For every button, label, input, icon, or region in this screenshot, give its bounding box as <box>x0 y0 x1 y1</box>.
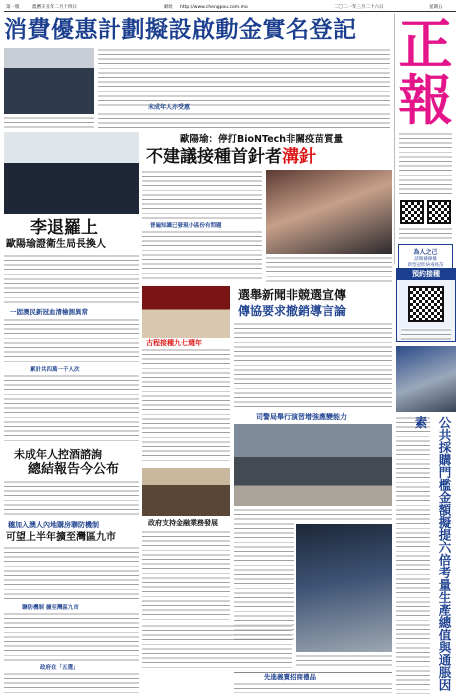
gov-box-heading: 政府支持金融業務發展 <box>148 519 218 527</box>
weekday: 星期五 <box>429 5 443 10</box>
photo-event <box>142 286 230 338</box>
qr-code-icon <box>400 200 424 224</box>
section-minor-heading: 未成年人亦受惠 <box>148 104 191 111</box>
side-story-headline: 公共採購門檻金額擬提六倍考量生產總值與通脹因素 <box>413 416 452 691</box>
photo-vaccine <box>266 170 392 254</box>
masthead <box>394 12 456 268</box>
photo-lab <box>296 524 392 652</box>
gov-body <box>142 530 230 620</box>
elect-headline: 選舉新聞非競選宣傳 <box>238 288 347 302</box>
youth-body <box>4 480 139 516</box>
top-banner <box>4 14 392 46</box>
ad-title: 為人之己 <box>413 249 438 256</box>
vaccine-body <box>142 170 262 220</box>
code-kicker: 穗加入澳人內地購房聯防機制 <box>8 521 99 529</box>
drill-caption <box>234 508 392 520</box>
photo-drill <box>234 424 392 506</box>
lunar-date: 農曆辛丑年二月十四日 <box>32 5 77 10</box>
vaccine-body-2 <box>142 230 262 282</box>
li-body-2 <box>4 374 139 444</box>
masthead-name-bottom: 報 <box>398 68 453 132</box>
vaccine-headline-accent: 溝針 <box>282 147 316 167</box>
li-body <box>4 254 139 306</box>
appointment-caption <box>401 328 451 340</box>
photo-consumption <box>4 48 94 114</box>
lists-box <box>234 672 392 694</box>
qr-code-icon <box>427 200 451 224</box>
side-story-body <box>396 416 430 694</box>
gov-body-2 <box>142 624 292 668</box>
vaccine-headline-main: 不建議接種首針者 <box>146 147 282 167</box>
lists-body <box>234 682 392 693</box>
section-five: 政府在「五選」 <box>40 665 79 671</box>
ad-vaccine-box <box>398 244 453 271</box>
event-body <box>142 348 230 464</box>
ad-sub2: 新型冠狀病毒疫苗 <box>407 263 444 268</box>
top-story-body <box>98 48 390 106</box>
top-story-body-2 <box>98 112 390 130</box>
top-headline: 消費優惠計劃擬設啟動金實名登記 <box>4 17 357 43</box>
code-body-2 <box>4 612 139 662</box>
event-label: 古程接種九七週年 <box>146 339 202 347</box>
vaccine-photo-caption <box>266 256 392 282</box>
vaccine-headline <box>146 146 316 168</box>
youth-headline: 未成年人控酒諮詢 <box>14 448 102 461</box>
li-headline: 李退羅上 <box>30 218 98 238</box>
elect-sub: 傳協要求撤銷導言論 <box>238 304 347 318</box>
photo-gov <box>142 468 230 516</box>
side-photo <box>396 346 456 412</box>
vaccine-kicker: 歐陽瑜：停打BioNTech非關疫苗質量 <box>180 134 344 145</box>
page-number: 第一版 <box>6 5 20 10</box>
elect-body <box>234 322 392 410</box>
code-headline: 可望上半年擴至灣區九市 <box>6 532 116 543</box>
website: http://www.chengpou.com.mo <box>180 5 248 10</box>
issue-date: 二〇二一年三月二十六日 <box>334 5 384 10</box>
ad-sub1: 請開禱操播 <box>414 257 437 262</box>
website-label: 網址 <box>164 5 173 10</box>
drill-label: 司警局舉行演習增強應變能力 <box>256 413 347 421</box>
masthead-name-top: 正 <box>398 12 453 76</box>
lab-caption <box>296 654 392 668</box>
code-body-3 <box>4 672 139 694</box>
masthead-info <box>399 132 452 196</box>
li-sub: 歐陽瑜證衛生局長換人 <box>6 239 106 250</box>
appointment-ad <box>396 268 456 342</box>
appointment-title: 預約接種 <box>397 269 455 280</box>
photo-caption-1 <box>4 116 94 128</box>
section-counter: 累計共四萬一千人次 <box>30 367 80 373</box>
side-story <box>396 416 456 694</box>
lists-heading: 先進義賣招商禮品 <box>264 673 316 681</box>
vaccine-subhead: 普遍知識已發現小區份有問題 <box>150 223 222 229</box>
qr-row <box>395 200 456 224</box>
header-strip <box>4 3 456 12</box>
code-body <box>4 546 139 602</box>
photo-li <box>4 132 139 214</box>
qr-code-icon <box>408 286 444 322</box>
youth-sub: 總結報告今公布 <box>28 462 120 477</box>
section-linked: 聯防機制 擴至灣區九市 <box>22 605 79 611</box>
li-box-heading: 一固澳民新冠血清檢測異常 <box>10 308 88 316</box>
qr-caption <box>399 227 452 241</box>
li-box-body <box>4 318 139 364</box>
